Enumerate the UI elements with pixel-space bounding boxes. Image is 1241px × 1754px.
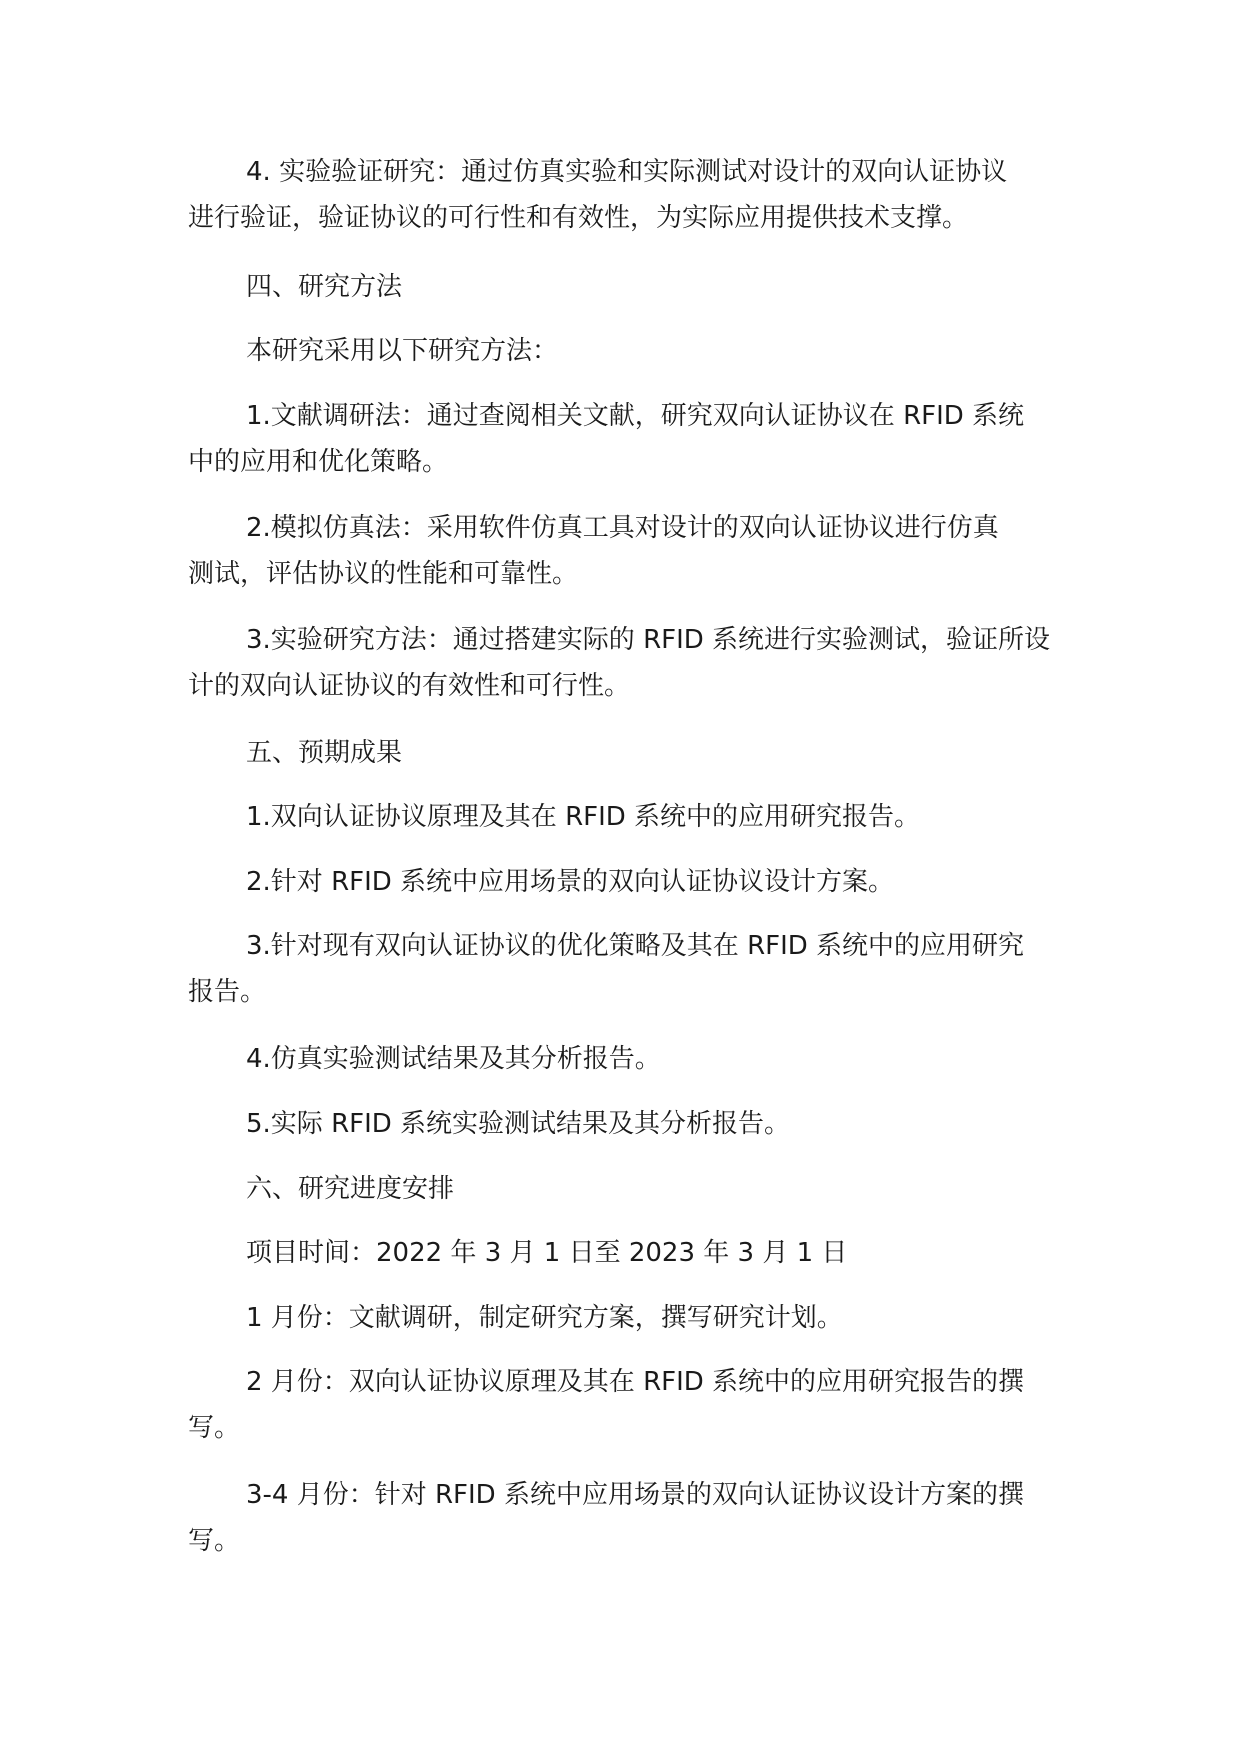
paragraph-literature-method (188, 393, 1058, 485)
text-line: 3-4 月份：针对 RFID 系统中应用场景的双向认证协议设计方案的撰 (246, 1480, 1024, 1510)
section-heading-research-methods (188, 264, 1058, 310)
paragraph-schedule-month-1 (188, 1295, 1058, 1341)
text-line: 1.文献调研法：通过查阅相关文献，研究双向认证协议在 RFID 系统 (246, 401, 1025, 431)
text-line: 六、研究进度安排 (246, 1174, 455, 1204)
text-line: 3.针对现有双向认证协议的优化策略及其在 RFID 系统中的应用研究 (246, 931, 1025, 961)
paragraph-schedule-month-2 (188, 1359, 1058, 1451)
paragraph-experimental-verification (188, 149, 1058, 241)
text-line: 四、研究方法 (246, 272, 403, 302)
text-line: 4.仿真实验测试结果及其分析报告。 (246, 1044, 661, 1074)
text-line: 2.针对 RFID 系统中应用场景的双向认证协议设计方案。 (246, 867, 895, 897)
text-line: 2 月份：双向认证协议原理及其在 RFID 系统中的应用研究报告的撰 (246, 1367, 1025, 1397)
text-line: 进行验证，验证协议的可行性和有效性，为实际应用提供技术支撑。 (188, 203, 969, 233)
text-line: 计的双向认证协议的有效性和可行性。 (188, 671, 631, 701)
paragraph-methods-intro (188, 328, 1058, 374)
text-line: 写。 (188, 1526, 241, 1556)
paragraph-result-1 (188, 794, 1058, 840)
text-line: 本研究采用以下研究方法： (246, 336, 559, 366)
paragraph-schedule-month-3-4 (188, 1472, 1058, 1564)
text-line: 写。 (188, 1413, 241, 1443)
text-line: 五、预期成果 (246, 738, 403, 768)
text-line: 中的应用和优化策略。 (188, 447, 449, 477)
paragraph-result-2 (188, 859, 1058, 905)
text-line: 报告。 (188, 977, 267, 1007)
text-line: 项目时间：2022 年 3 月 1 日至 2023 年 3 月 1 日 (246, 1238, 848, 1268)
paragraph-result-5 (188, 1101, 1058, 1147)
paragraph-project-period (188, 1230, 1058, 1276)
text-line: 5.实际 RFID 系统实验测试结果及其分析报告。 (246, 1109, 791, 1139)
text-line: 4. 实验验证研究：通过仿真实验和实际测试对设计的双向认证协议 (246, 157, 1008, 187)
paragraph-experimental-method (188, 617, 1058, 709)
text-line: 3.实验研究方法：通过搭建实际的 RFID 系统进行实验测试，验证所设 (246, 625, 1051, 655)
text-line: 2.模拟仿真法：采用软件仿真工具对设计的双向认证协议进行仿真 (246, 513, 999, 543)
text-line: 1 月份：文献调研，制定研究方案，撰写研究计划。 (246, 1303, 843, 1333)
paragraph-result-3 (188, 923, 1058, 1015)
section-heading-schedule (188, 1166, 1058, 1212)
text-line: 测试，评估协议的性能和可靠性。 (188, 559, 579, 589)
paragraph-result-4 (188, 1036, 1058, 1082)
paragraph-simulation-method (188, 505, 1058, 597)
text-line: 1.双向认证协议原理及其在 RFID 系统中的应用研究报告。 (246, 802, 921, 832)
section-heading-expected-results (188, 730, 1058, 776)
